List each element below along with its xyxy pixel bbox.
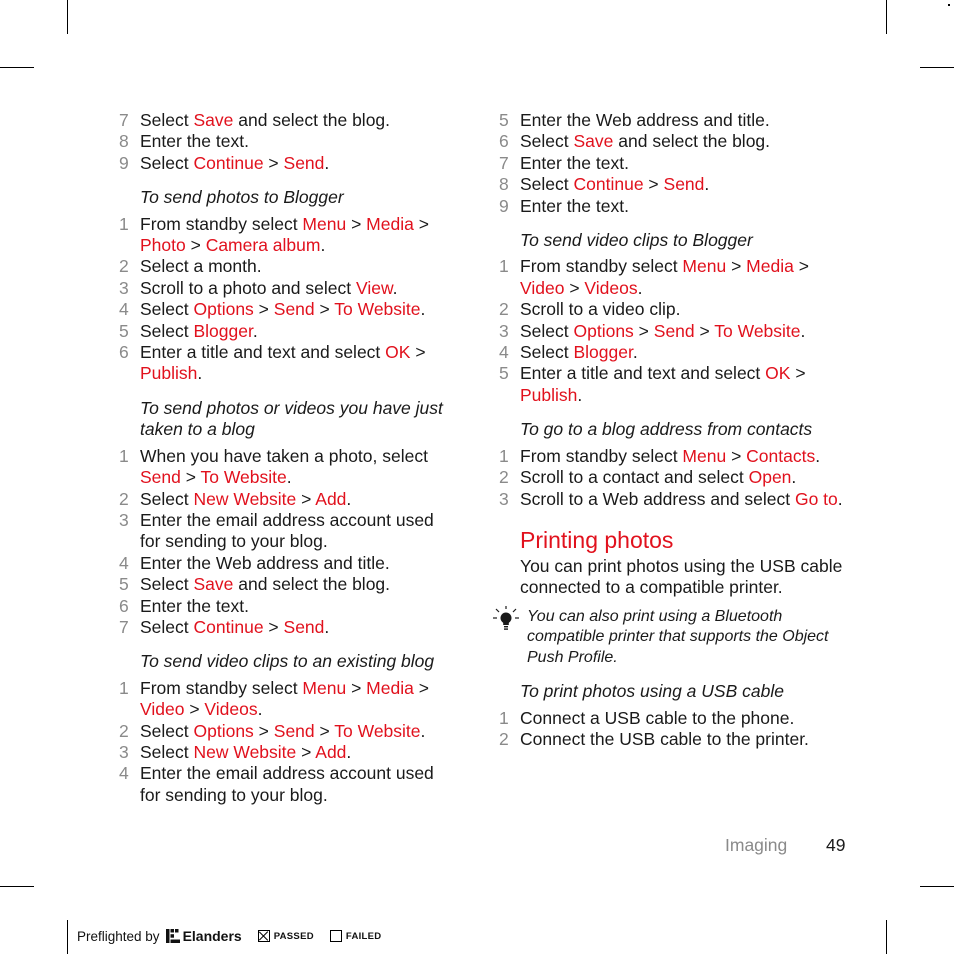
menu-term: Send xyxy=(140,467,181,488)
step-text: Select xyxy=(520,131,574,152)
step-text: > xyxy=(314,299,335,320)
menu-term: Videos xyxy=(204,699,258,720)
menu-term: Media xyxy=(366,677,414,698)
step-item xyxy=(496,467,848,488)
menu-term: Add xyxy=(315,488,347,509)
step-text: Scroll to a photo and select xyxy=(140,277,356,298)
step-text: Enter the text. xyxy=(140,131,249,152)
menu-term: Publish xyxy=(520,384,578,405)
crop-mark xyxy=(948,4,950,6)
usb-print-steps xyxy=(496,708,848,751)
step-item xyxy=(116,256,446,277)
step-number: 2 xyxy=(119,488,129,509)
step-number: 3 xyxy=(119,741,129,762)
step-text: and select the blog. xyxy=(613,131,771,152)
step-item xyxy=(496,174,848,195)
menu-term: Videos xyxy=(584,277,638,298)
step-text: Select a month. xyxy=(140,256,262,277)
step-text: and select the blog. xyxy=(233,110,391,130)
step-text: > xyxy=(694,320,715,341)
step-text: > xyxy=(790,363,806,384)
step-text: Select xyxy=(520,342,574,363)
menu-term: Media xyxy=(746,256,794,277)
step-number: 2 xyxy=(119,720,129,741)
step-item xyxy=(496,363,848,406)
step-text: > xyxy=(346,213,367,234)
step-text: Enter the email address account used for sending to your blog. xyxy=(140,763,434,805)
step-text: > xyxy=(296,488,316,509)
step-text: . xyxy=(346,741,352,762)
passed-checkbox xyxy=(258,930,270,942)
instruction-heading: To go to a blog address from contacts xyxy=(520,419,813,440)
step-text: > xyxy=(296,741,316,762)
menu-term: Blogger xyxy=(193,320,253,341)
right-column xyxy=(496,110,848,750)
step-number: 8 xyxy=(119,131,129,152)
menu-term: Video xyxy=(140,699,185,720)
menu-term: To Website xyxy=(714,320,801,341)
step-text: . xyxy=(800,320,806,341)
step-number: 5 xyxy=(119,574,129,595)
failed-checkbox xyxy=(330,930,342,942)
right-column-steps xyxy=(496,110,848,510)
usb-print-heading: To print photos using a USB cable xyxy=(520,681,784,702)
step-text: > xyxy=(726,445,747,466)
step-text: > xyxy=(185,235,206,256)
elanders-logo xyxy=(166,928,242,944)
step-number: 1 xyxy=(499,445,509,466)
menu-term: Send xyxy=(273,299,315,320)
crop-mark xyxy=(886,0,887,34)
step-text: Enter the email address account used for sending to your blog. xyxy=(140,509,434,552)
step-number: 4 xyxy=(119,299,129,320)
menu-term: Send xyxy=(283,616,325,637)
menu-term: Continue xyxy=(193,152,264,173)
step-text: . xyxy=(420,720,426,741)
step-number: 7 xyxy=(119,110,129,130)
step-text: > xyxy=(184,699,205,720)
step-item xyxy=(496,110,848,131)
menu-term: Publish xyxy=(140,363,198,384)
menu-term: Photo xyxy=(140,235,186,256)
step-text: > xyxy=(413,677,429,698)
step-text: . xyxy=(346,488,352,509)
step-text: > xyxy=(564,277,585,298)
step-text: . xyxy=(704,174,710,195)
step-number: 6 xyxy=(499,131,509,152)
step-number: 3 xyxy=(499,488,509,509)
step-number: 1 xyxy=(499,707,509,728)
menu-term: Send xyxy=(273,720,315,741)
printing-intro: You can print photos using the USB cable connected to a compatible printer. xyxy=(520,555,843,598)
page-number: 49 xyxy=(826,835,846,855)
step-item xyxy=(116,721,446,742)
menu-term: Add xyxy=(315,741,347,762)
step-text: > xyxy=(413,213,429,234)
menu-term: To Website xyxy=(334,720,421,741)
step-number: 3 xyxy=(119,509,129,530)
step-text: > xyxy=(253,720,274,741)
menu-term: Go to xyxy=(794,488,838,509)
step-item xyxy=(496,153,848,174)
menu-term: OK xyxy=(765,363,791,384)
step-text: . xyxy=(577,384,583,405)
step-item xyxy=(116,214,446,257)
step-text: Select xyxy=(520,320,574,341)
step-text: > xyxy=(793,256,809,277)
step-number: 2 xyxy=(499,729,509,750)
step-text: > xyxy=(263,152,284,173)
step-text: Enter a title and text and select xyxy=(520,363,766,384)
step-text: . xyxy=(420,299,426,320)
step-number: 5 xyxy=(119,320,129,341)
step-item xyxy=(116,321,446,342)
step-item xyxy=(116,596,446,617)
menu-term: Options xyxy=(193,299,254,320)
step-text: > xyxy=(253,299,274,320)
step-number: 7 xyxy=(119,616,129,637)
step-item xyxy=(496,489,848,510)
step-text: Enter the text. xyxy=(520,152,629,173)
crop-mark xyxy=(67,920,68,954)
step-text: . xyxy=(197,363,203,384)
step-text: Select xyxy=(140,152,194,173)
step-number: 4 xyxy=(119,763,129,784)
step-text: Connect a USB cable to the phone. xyxy=(520,707,795,728)
instruction-heading: To send photos to Blogger xyxy=(140,187,344,208)
menu-term: Menu xyxy=(682,445,727,466)
step-text: When you have taken a photo, select xyxy=(140,445,428,466)
step-text: > xyxy=(314,720,335,741)
step-number: 1 xyxy=(119,445,129,466)
step-text: Select xyxy=(520,174,574,195)
left-column xyxy=(116,110,446,806)
crop-mark xyxy=(886,920,887,954)
step-item xyxy=(116,489,446,510)
step-number: 2 xyxy=(119,256,129,277)
step-number: 2 xyxy=(499,467,509,488)
step-text: > xyxy=(263,616,284,637)
menu-term: Save xyxy=(573,131,614,152)
step-item xyxy=(496,321,848,342)
step-number: 7 xyxy=(499,152,509,173)
step-text: . xyxy=(257,699,263,720)
preflight-stamp xyxy=(77,928,381,944)
instruction-heading: To send video clips to an existing blog xyxy=(140,651,435,672)
step-text: and select the blog. xyxy=(233,574,391,595)
menu-term: Menu xyxy=(302,213,347,234)
step-text: Enter the text. xyxy=(520,195,629,216)
step-text: Select xyxy=(140,574,194,595)
step-number: 6 xyxy=(119,595,129,616)
step-number: 6 xyxy=(119,342,129,363)
step-number: 1 xyxy=(119,677,129,698)
footer-section-name: Imaging xyxy=(725,835,788,855)
step-number: 4 xyxy=(119,552,129,573)
step-text: From standby select xyxy=(520,445,683,466)
step-text: > xyxy=(726,256,747,277)
menu-term: To Website xyxy=(200,467,287,488)
menu-term: New Website xyxy=(193,488,297,509)
step-number: 8 xyxy=(499,174,509,195)
menu-term: Video xyxy=(520,277,565,298)
step-number: 1 xyxy=(499,256,509,277)
step-text: > xyxy=(643,174,664,195)
step-text: Enter a title and text and select xyxy=(140,342,386,363)
step-number: 9 xyxy=(119,152,129,173)
step-number: 5 xyxy=(499,363,509,384)
step-text: . xyxy=(286,467,292,488)
menu-term: Save xyxy=(193,574,234,595)
step-item xyxy=(496,196,848,217)
step-text: Select xyxy=(140,299,194,320)
step-item xyxy=(116,678,446,721)
step-text: Select xyxy=(140,110,194,130)
menu-term: Media xyxy=(366,213,414,234)
tip-text: You can also print using a Bluetooth compatible printer that supports the Object Push Profile. xyxy=(527,607,829,666)
step-text: . xyxy=(632,342,638,363)
step-text: Scroll to a contact and select xyxy=(520,467,749,488)
elanders-logo-icon xyxy=(166,929,180,943)
step-item xyxy=(116,742,446,763)
step-number: 5 xyxy=(499,110,509,130)
step-text: Enter the Web address and title. xyxy=(140,552,390,573)
crop-mark xyxy=(0,886,34,887)
instruction-heading: To send photos or videos you have just taken to a blog xyxy=(140,397,443,440)
step-item xyxy=(116,446,446,489)
step-text: > xyxy=(633,320,654,341)
menu-term: OK xyxy=(385,342,411,363)
menu-term: To Website xyxy=(334,299,421,320)
instruction-heading: To send video clips to Blogger xyxy=(520,230,753,251)
step-text: Select xyxy=(140,741,194,762)
step-text: . xyxy=(392,277,398,298)
menu-term: New Website xyxy=(193,741,297,762)
menu-term: Continue xyxy=(193,616,264,637)
failed-label: FAILED xyxy=(345,930,382,942)
step-number: 3 xyxy=(499,320,509,341)
step-item xyxy=(116,131,446,152)
passed-label: PASSED xyxy=(273,930,314,942)
step-number: 1 xyxy=(119,213,129,234)
elanders-logo-text: Elanders xyxy=(182,928,242,944)
crop-mark xyxy=(920,886,954,887)
step-text: . xyxy=(837,488,843,509)
menu-term: Send xyxy=(663,174,705,195)
step-item xyxy=(116,110,446,131)
step-text: . xyxy=(637,277,643,298)
step-text: > xyxy=(410,342,426,363)
step-item xyxy=(116,763,446,806)
menu-term: View xyxy=(355,277,393,298)
step-text: Scroll to a Web address and select xyxy=(520,488,795,509)
step-item xyxy=(496,729,848,750)
step-number: 4 xyxy=(499,342,509,363)
tip-note xyxy=(496,607,848,669)
step-item xyxy=(116,617,446,638)
menu-term: Contacts xyxy=(746,445,816,466)
step-item xyxy=(116,510,446,553)
menu-term: Blogger xyxy=(573,342,633,363)
step-item xyxy=(116,153,446,174)
step-text: . xyxy=(324,616,330,637)
step-text: Select xyxy=(140,720,194,741)
step-item xyxy=(496,299,848,320)
step-item xyxy=(116,278,446,299)
step-text: . xyxy=(252,320,258,341)
step-number: 3 xyxy=(119,277,129,298)
menu-term: Send xyxy=(653,320,695,341)
step-text: From standby select xyxy=(140,677,303,698)
crop-mark xyxy=(67,0,68,34)
step-item xyxy=(496,708,848,729)
lightbulb-icon xyxy=(492,606,520,632)
menu-term: Open xyxy=(748,467,792,488)
step-item xyxy=(116,299,446,320)
menu-term: Menu xyxy=(302,677,347,698)
step-text: . xyxy=(815,445,821,466)
step-item xyxy=(496,446,848,467)
step-item xyxy=(116,574,446,595)
menu-term: Options xyxy=(573,320,634,341)
step-text: > xyxy=(346,677,367,698)
step-item xyxy=(496,256,848,299)
menu-term: Options xyxy=(193,720,254,741)
step-item xyxy=(496,131,848,152)
step-text: > xyxy=(180,467,201,488)
menu-term: Send xyxy=(283,152,325,173)
menu-term: Camera album xyxy=(205,235,321,256)
step-text: Enter the Web address and title. xyxy=(520,110,770,130)
step-text: . xyxy=(791,467,797,488)
step-item xyxy=(116,553,446,574)
printing-photos-title: Printing photos xyxy=(520,526,674,553)
step-text: . xyxy=(320,235,326,256)
menu-term: Save xyxy=(193,110,234,130)
step-number: 2 xyxy=(499,299,509,320)
step-text: Scroll to a video clip. xyxy=(520,299,681,320)
crop-mark xyxy=(0,67,34,68)
step-item xyxy=(116,342,446,385)
step-text: Select xyxy=(140,488,194,509)
crop-mark xyxy=(920,67,954,68)
step-text: . xyxy=(324,152,330,173)
step-text: Select xyxy=(140,320,194,341)
step-item xyxy=(496,342,848,363)
menu-term: Continue xyxy=(573,174,644,195)
step-text: From standby select xyxy=(140,213,303,234)
step-text: Select xyxy=(140,616,194,637)
menu-term: Menu xyxy=(682,256,727,277)
step-number: 9 xyxy=(499,195,509,216)
step-text: From standby select xyxy=(520,256,683,277)
step-text: Connect the USB cable to the printer. xyxy=(520,729,809,750)
preflight-label: Preflighted by xyxy=(77,928,160,944)
step-text: Enter the text. xyxy=(140,595,249,616)
